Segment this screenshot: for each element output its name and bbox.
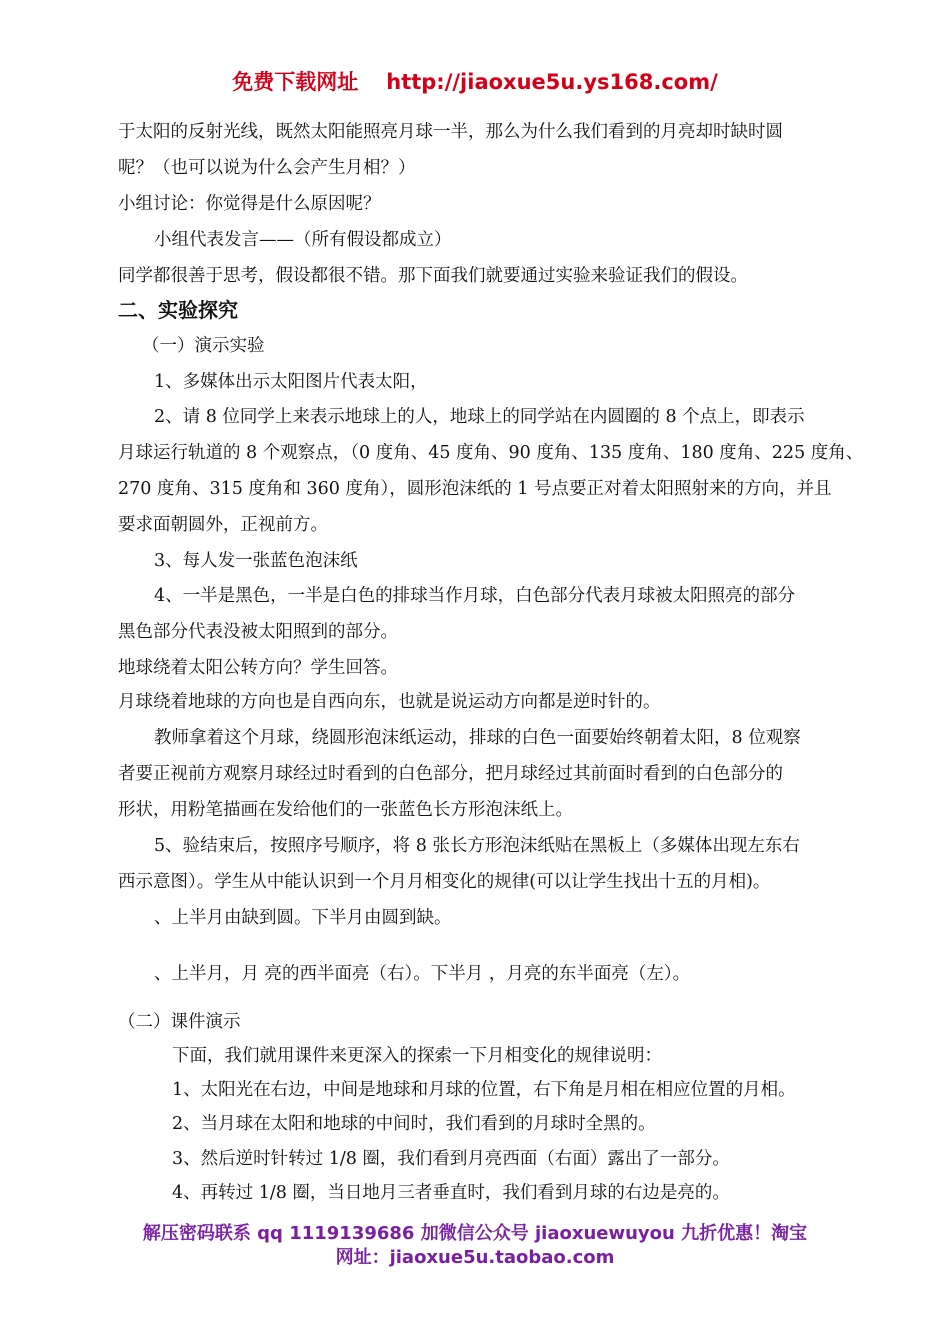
- body-line: 黑色部分代表没被太阳照到的部分。: [118, 622, 398, 642]
- body-line: 、上半月，月 亮的西半面亮（右）。下半月 ，月亮的东半面亮（左）。: [154, 964, 691, 984]
- body-line: 5、验结束后，按照序号顺序，将 8 张长方形泡沫纸贴在黑板上（多媒体出现左东右: [154, 836, 800, 856]
- body-line: 小组代表发言——（所有假设都成立）: [154, 230, 452, 250]
- header-banner: [0, 66, 950, 96]
- body-line: 4、再转过 1/8 圈，当日地月三者垂直时，我们看到月球的右边是亮的。: [172, 1183, 730, 1203]
- header-label: 免费下载网址: [232, 70, 359, 94]
- subsection-heading: （二）课件演示: [118, 1012, 241, 1032]
- body-line: 270 度角、315 度角和 360 度角），圆形泡沫纸的 1 号点要正对着太阳照射来的方向，并且: [118, 479, 832, 499]
- body-line: 月球绕着地球的方向也是自西向东，也就是说运动方向都是逆时针的。: [118, 692, 661, 712]
- footer-taobao-link[interactable]: 网址：jiaoxue5u.taobao.com: [335, 1247, 615, 1268]
- body-line: 教师拿着这个月球，绕圆形泡沫纸运动，排球的白色一面要始终朝着太阳，8 位观察: [154, 728, 801, 748]
- body-line: 下面，我们就用课件来更深入的探索一下月相变化的规律说明：: [172, 1046, 662, 1066]
- body-line: 、上半月由缺到圆。下半月由圆到缺。: [154, 908, 452, 928]
- body-line: 1、太阳光在右边，中间是地球和月球的位置，右下角是月相在相应位置的月相。: [172, 1080, 796, 1100]
- body-line: 1、多媒体出示太阳图片代表太阳，: [154, 372, 428, 392]
- body-line: 于太阳的反射光线，既然太阳能照亮月球一半，那么为什么我们看到的月亮却时缺时圆: [118, 122, 783, 142]
- body-line: 地球绕着太阳公转方向？学生回答。: [118, 658, 398, 678]
- footer-contact-line: 解压密码联系 qq 1119139686 加微信公众号 jiaoxuewuyou 九折优惠！淘宝: [142, 1223, 808, 1244]
- body-line: 4、一半是黑色，一半是白色的排球当作月球，白色部分代表月球被太阳照亮的部分: [154, 586, 796, 606]
- section-heading: 二、实验探究: [118, 298, 238, 322]
- body-line: 2、当月球在太阳和地球的中间时，我们看到的月球时全黑的。: [172, 1114, 656, 1134]
- body-line: 3、每人发一张蓝色泡沫纸: [154, 551, 358, 571]
- subsection-heading: （一）演示实验: [142, 336, 265, 356]
- body-line: 西示意图）。学生从中能认识到一个月月相变化的规律(可以让学生找出十五的月相)。: [118, 872, 771, 892]
- body-line: 者要正视前方观察月球经过时看到的白色部分，把月球经过其前面时看到的白色部分的: [118, 764, 783, 784]
- body-line: 月球运行轨道的 8 个观察点，（0 度角、45 度角、90 度角、135 度角、180 度角、225 度角、: [118, 443, 864, 463]
- body-line: 呢？（也可以说为什么会产生月相？）: [118, 158, 416, 178]
- body-line: 形状，用粉笔描画在发给他们的一张蓝色长方形泡沫纸上。: [118, 800, 573, 820]
- body-line: 小组讨论：你觉得是什么原因呢？: [118, 194, 381, 214]
- body-line: 要求面朝圆外，正视前方。: [118, 515, 328, 535]
- header-url-link[interactable]: http://jiaoxue5u.ys168.com/: [386, 70, 718, 94]
- body-line: 同学都很善于思考，假设都很不错。那下面我们就要通过实验来验证我们的假设。: [118, 266, 748, 286]
- body-line: 3、然后逆时针转过 1/8 圈，我们看到月亮西面（右面）露出了一部分。: [172, 1149, 730, 1169]
- body-line: 2、请 8 位同学上来表示地球上的人，地球上的同学站在内圆圈的 8 个点上，即表示: [154, 407, 805, 427]
